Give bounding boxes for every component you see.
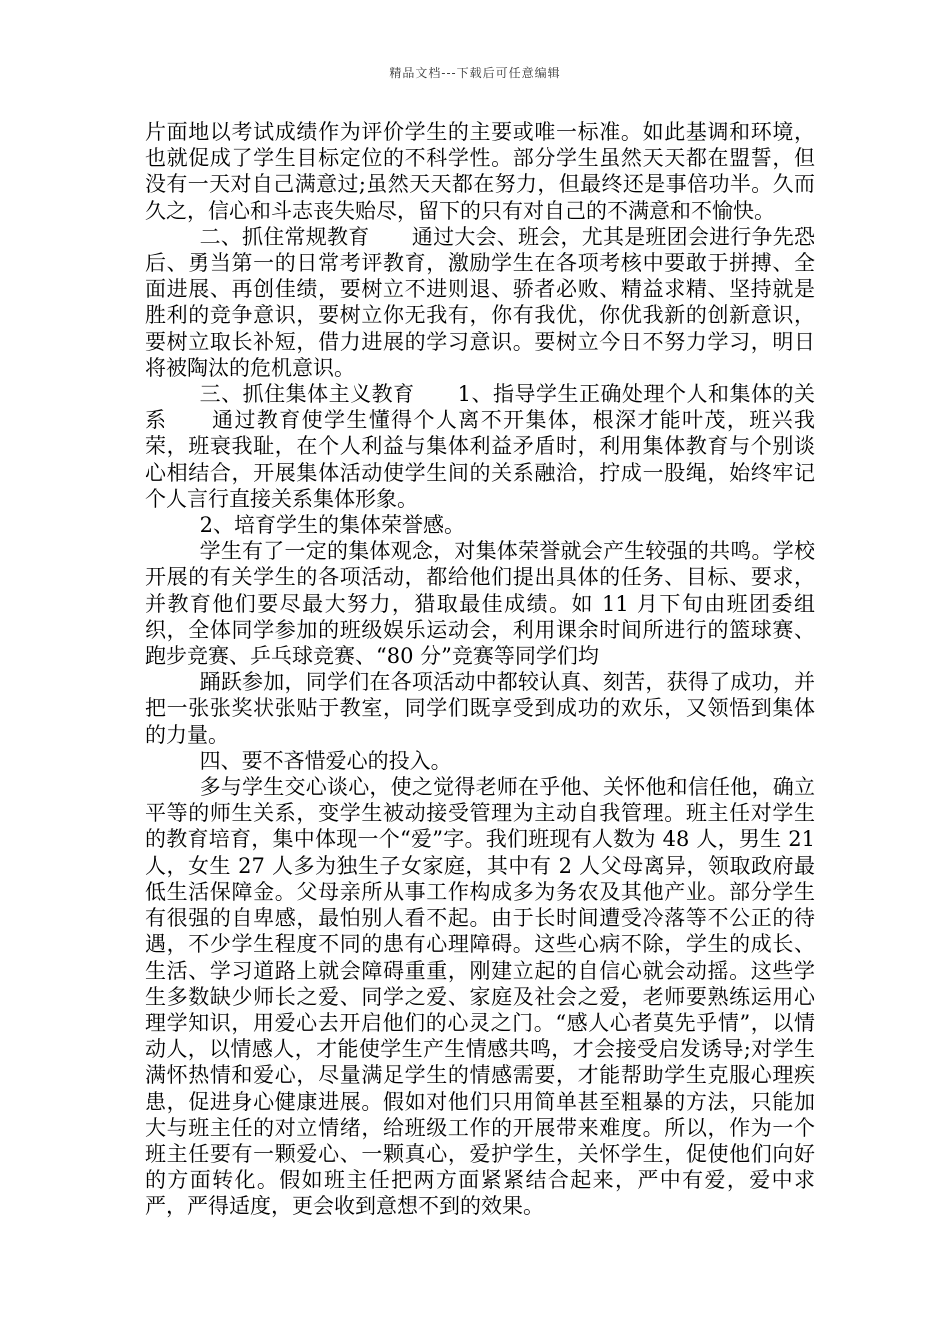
paragraph: 片面地以考试成绩作为评价学生的主要或唯一标准。如此基调和环境，也就促成了学生目标定位的不科学性。部分学生虽然天天都在盟誓，但没有一天对自己满意过;虽然天天都在努力，但最终还是事倍功半。久而久之，信心和斗志丧失贻尽，留下的只有对自己的不满意和不愉快。: [145, 120, 815, 223]
paragraph: 二、抓住常规教育 通过大会、班会，尤其是班团会进行争先恐后、勇当第一的日常考评教育，激励学生在各项考核中要敢于拼搏、全面进展、再创佳绩，要树立不进则退、骄者必败、精益求精、坚持就是胜利的竞争意识，要树立你无我有，你有我优，你优我新的创新意识，要树立取长补短，借力进展的学习意识。要树立今日不努力学习，明日将被陶汰的危机意识。: [145, 224, 815, 380]
paragraph: 踊跃参加，同学们在各项活动中都较认真、刻苦，获得了成功，并把一张张奖状张贴于教室，同学们既享受到成功的欢乐，又领悟到集体的力量。: [145, 670, 815, 747]
page-header: 精品文档---下载后可任意编辑: [389, 66, 561, 80]
paragraph: 多与学生交心谈心，使之觉得老师在乎他、关怀他和信任他，确立平等的师生关系，变学生被动接受管理为主动自我管理。班主任对学生的教育培育，集中体现一个“爱”字。我们班现有人数为 48 人，男生 21 人，女生 27 人多为独生子女家庭，其中有 2 人父母离异，领取政府最低生活保障金。父母亲所从事工作构成多为务农及其他产业。部分学生有很强的自卑感，最怕别人看不起。由于长时间遭受冷落等不公正的待遇，不少学生程度不同的患有心理障碍。这些心病不除，学生的成长、生活、学习道路上就会障碍重重，刚建立起的自信心就会动摇。这些学生多数缺少师长之爱、同学之爱、家庭及社会之爱，老师要熟练运用心理学知识，用爱心去开启他们的心灵之门。“感人心者莫先乎情”，以情动人，以情感人，才能使学生产生情感共鸣，才会接受启发诱导;对学生满怀热情和爱心，尽量满足学生的情感需要，才能帮助学生克服心理疾患，促进身心健康进展。假如对他们只用简单甚至粗暴的方法，只能加大与班主任的对立情绪，给班级工作的开展带来难度。所以，作为一个班主任要有一颗爱心、一颗真心，爱护学生，关怀学生，促使他们向好的方面转化。假如班主任把两方面紧紧结合起来，严中有爱，爱中求严，严得适度，更会收到意想不到的效果。: [145, 775, 815, 1219]
paragraph: 学生有了一定的集体观念，对集体荣誉就会产生较强的共鸣。学校开展的有关学生的各项活动，都给他们提出具体的任务、目标、要求，并教育他们要尽最大努力，猎取最佳成绩。如 11 月下旬由班团委组织，全体同学参加的班级娱乐运动会，利用课余时间所进行的篮球赛、跑步竞赛、乒乓球竞赛、“80 分”竞赛等同学们均: [145, 539, 815, 669]
paragraph: 三、抓住集体主义教育 1、指导学生正确处理个人和集体的关系 通过教育使学生懂得个人离不开集体，根深才能叶茂，班兴我荣，班衰我耻，在个人利益与集体利益矛盾时，利用集体教育与个别谈心相结合，开展集体活动使学生间的关系融洽，拧成一股绳，始终牢记个人言行直接关系集体形象。: [145, 382, 815, 511]
document-body: [145, 119, 815, 1220]
paragraph: 2、培育学生的集体荣誉感。: [199, 513, 465, 538]
paragraph: 四、要不吝惜爱心的投入。: [199, 748, 452, 773]
